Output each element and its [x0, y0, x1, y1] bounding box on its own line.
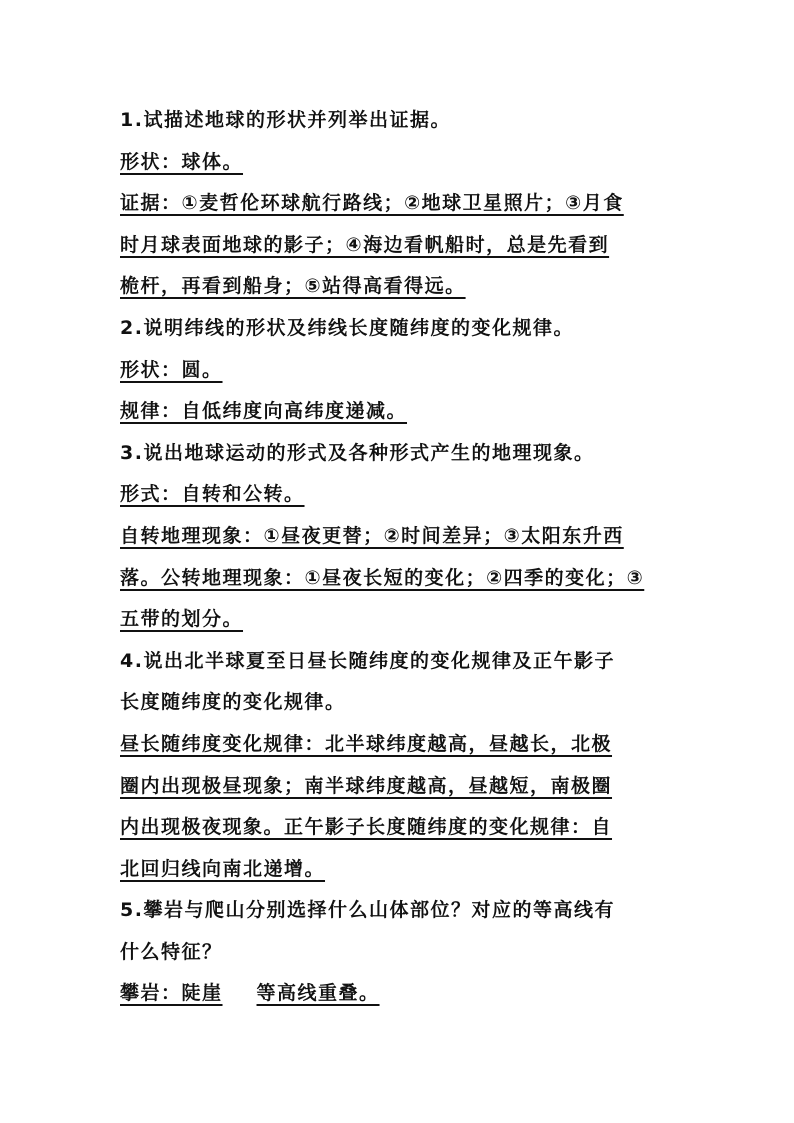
question-line — [120, 437, 684, 479]
line-text: 昼长随纬度变化规律：北半球纬度越高，昼越长，北极 — [120, 732, 613, 755]
question-line — [120, 894, 684, 936]
answer-line — [120, 146, 684, 188]
line-text: 1.试描述地球的形状并列举出证据。 — [120, 109, 451, 131]
line-text: 4.说出北半球夏至日昼长随纬度的变化规律及正午影子 — [120, 649, 615, 672]
line-text: 长度随纬度的变化规律。 — [120, 691, 346, 714]
line-text: 北回归线向南北递增。 — [120, 857, 326, 880]
answer-line — [120, 478, 684, 520]
qa-list — [120, 104, 684, 1019]
line-text: 证据：①麦哲伦环球航行路线；②地球卫星照片；③月食 — [120, 192, 624, 215]
line-text: 什么特征？ — [120, 940, 223, 963]
answer-line — [120, 728, 684, 770]
answer-line — [120, 395, 684, 437]
line-text: 形状：球体。 — [120, 150, 244, 173]
answer-line — [120, 229, 684, 271]
answer-line — [120, 187, 684, 229]
line-text: 自转地理现象：①昼夜更替；②时间差异；③太阳东升西 — [120, 524, 624, 547]
line-text: 五带的划分。 — [120, 608, 244, 631]
line-text: 规律：自低纬度向高纬度递减。 — [120, 400, 408, 423]
line-text: 形式：自转和公转。 — [120, 483, 305, 506]
question-line — [120, 312, 684, 354]
line-text: 圈内出现极昼现象；南半球纬度越高，昼越短，南极圈 — [120, 774, 613, 797]
last-answer-part1: 攀岩：陡崖 — [120, 982, 223, 1005]
line-text: 落。公转地理现象：①昼夜长短的变化；②四季的变化；③ — [120, 566, 645, 589]
line-text: 时月球表面地球的影子；④海边看帆船时，总是先看到 — [120, 233, 610, 256]
line-text: 5.攀岩与爬山分别选择什么山体部位？对应的等高线有 — [120, 899, 615, 922]
answer-line — [120, 520, 684, 562]
question-line — [120, 936, 684, 978]
question-line — [120, 645, 684, 687]
answer-line — [120, 853, 684, 895]
answer-line — [120, 977, 684, 1019]
last-answer — [120, 982, 380, 1004]
line-text: 2.说明纬线的形状及纬线长度随纬度的变化规律。 — [120, 316, 574, 339]
answer-line — [120, 270, 684, 312]
question-line — [120, 104, 684, 146]
answer-line — [120, 354, 684, 396]
answer-line — [120, 603, 684, 645]
line-text: 桅杆，再看到船身；⑤站得高看得远。 — [120, 275, 466, 298]
line-text: 形状：圆。 — [120, 358, 223, 381]
answer-line — [120, 811, 684, 853]
answer-line — [120, 770, 684, 812]
answer-line — [120, 562, 684, 604]
last-answer-part2: 等高线重叠。 — [256, 982, 380, 1005]
line-text: 内出现极夜现象。正午影子长度随纬度的变化规律：自 — [120, 816, 613, 839]
question-line — [120, 686, 684, 728]
line-text: 3.说出地球运动的形式及各种形式产生的地理现象。 — [120, 441, 595, 464]
